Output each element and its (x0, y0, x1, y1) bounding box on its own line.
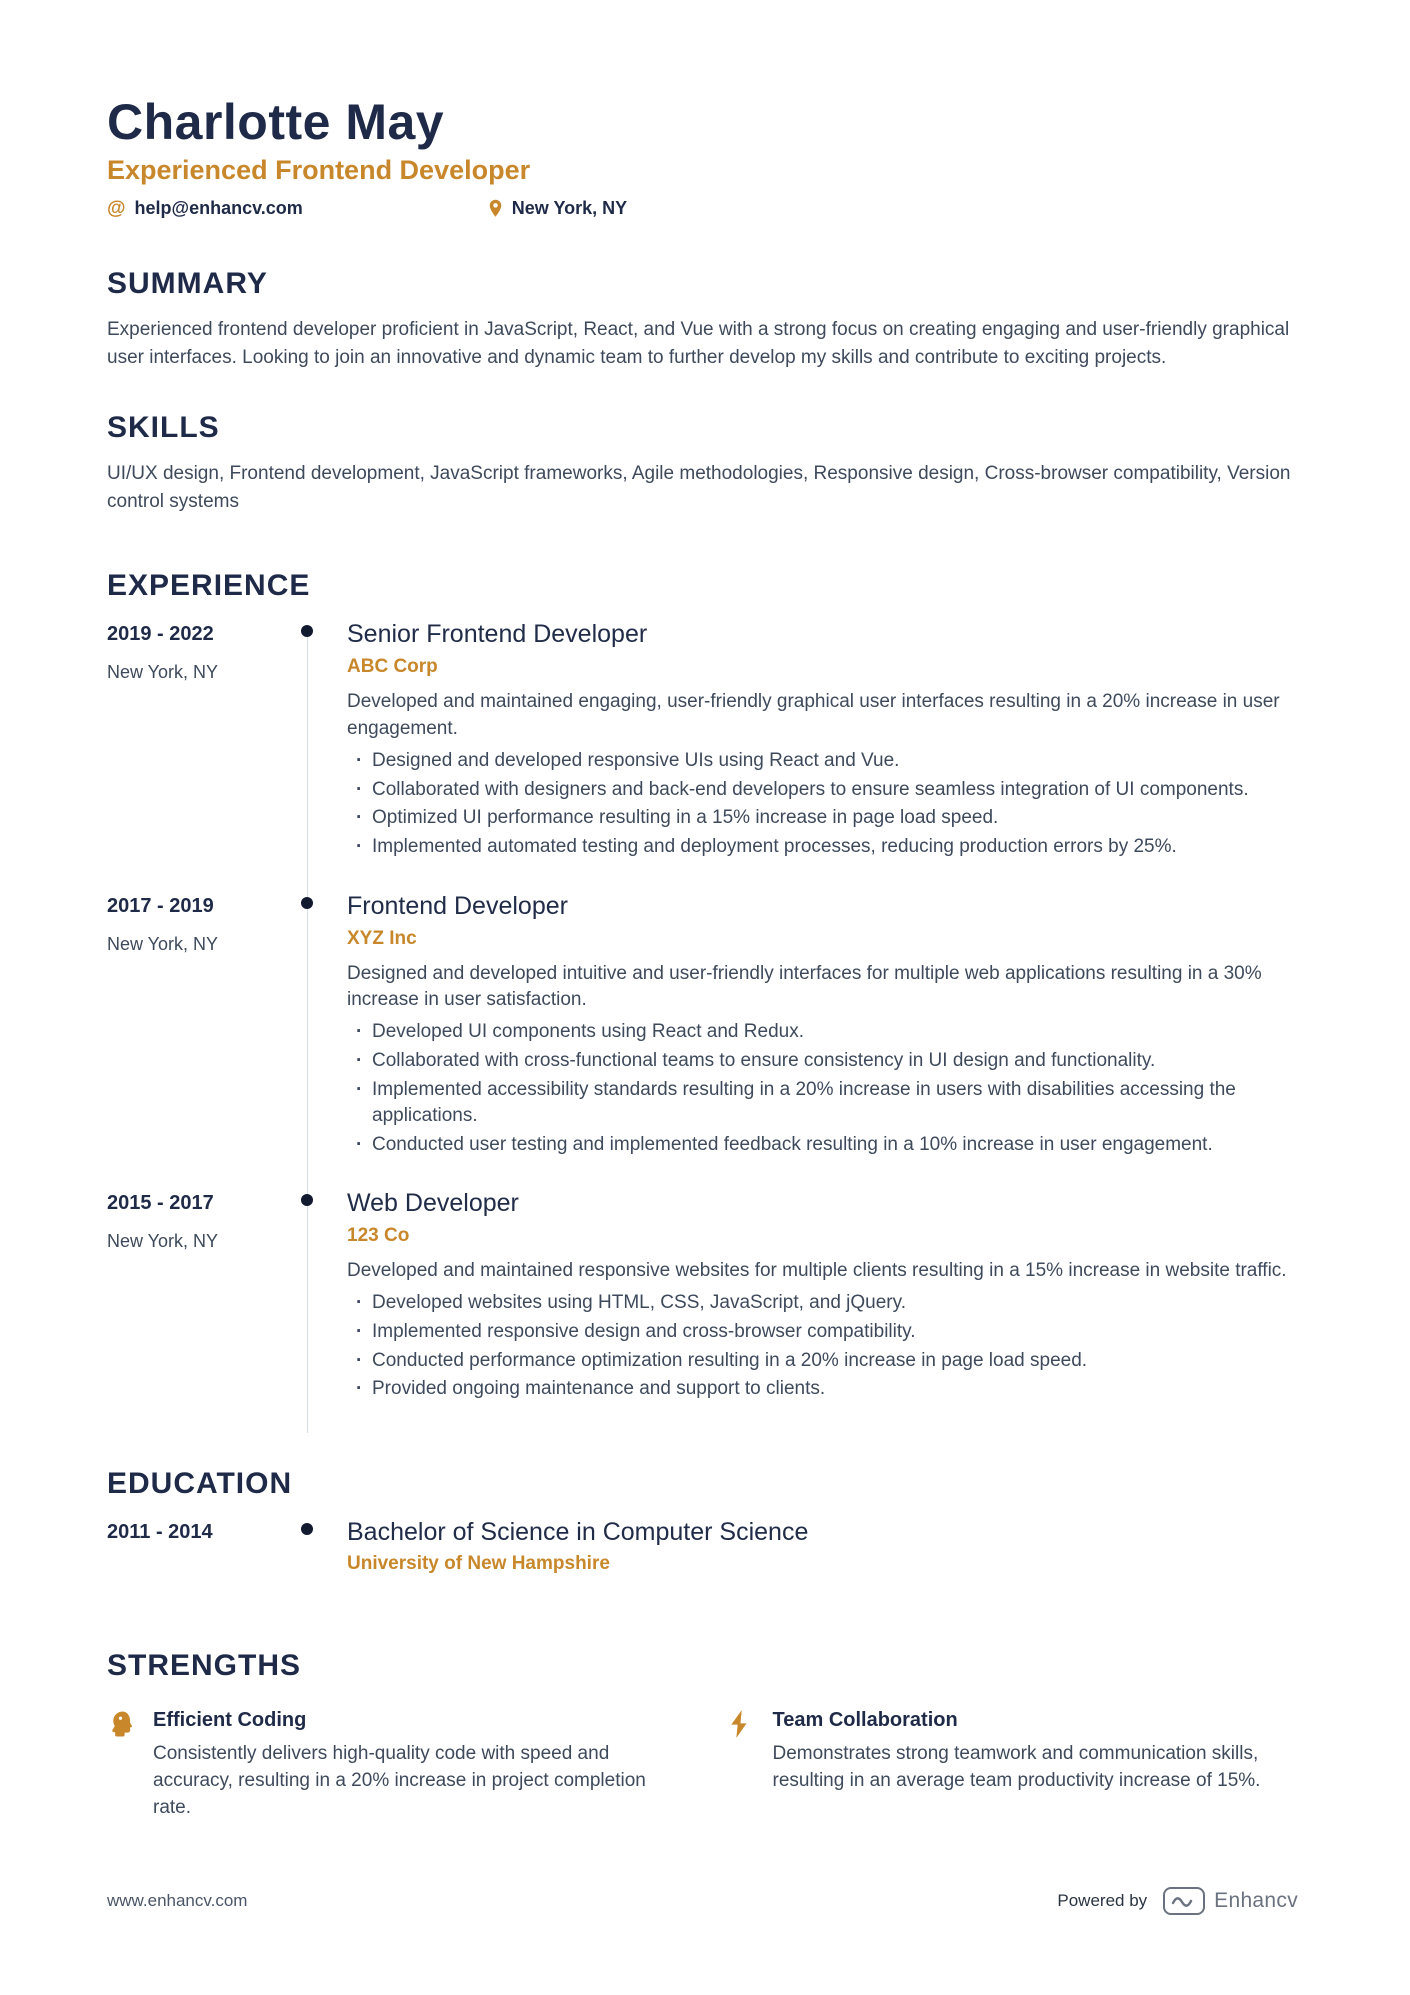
education-entry (107, 1517, 1298, 1605)
page-footer (107, 1887, 1298, 1915)
enhancv-logo[interactable] (1163, 1887, 1298, 1915)
person-name: Charlotte May (107, 94, 445, 150)
bullet-item: · Collaborated with designers and back-end developers to ensure seamless integration of UI components. (347, 777, 1298, 804)
timeline-rail (287, 891, 327, 1189)
timeline-dot (301, 1523, 313, 1535)
strengths-grid (107, 1709, 1298, 1822)
experience-entry (107, 1188, 1298, 1432)
entry-meta (107, 1188, 287, 1432)
entry-content (327, 891, 1298, 1189)
school-name: University of New Hampshire (347, 1552, 610, 1574)
summary-text: Experienced frontend developer proficient in JavaScript, React, and Vue with a strong focus on creating engaging and user-friendly graphical user interfaces. Looking to join an innovative and dynamic team to further develop my skills and contribute to exciting projects. (107, 319, 1290, 368)
job-description: Designed and developed intuitive and user-friendly interfaces for multiple web applications resulting in a 30% increase in user satisfaction. (347, 962, 1262, 1011)
at-icon (107, 199, 126, 218)
degree-title: Bachelor of Science in Computer Science (347, 1517, 809, 1546)
summary-heading: SUMMARY (107, 267, 268, 300)
strengths-section (107, 1649, 1298, 1822)
strength-body (153, 1709, 679, 1822)
education-section (107, 1467, 1298, 1605)
bullet-item: · Collaborated with cross-functional teams to ensure consistency in UI design and functionality. (347, 1048, 1298, 1075)
contact-location (488, 198, 627, 219)
entry-content (327, 1517, 1298, 1605)
enhancv-bird-icon (1163, 1887, 1205, 1915)
bullet-item: · Provided ongoing maintenance and support to clients. (347, 1376, 1298, 1403)
bullet-item: · Optimized UI performance resulting in a 15% increase in page load speed. (347, 805, 1298, 832)
summary-section (107, 267, 1298, 371)
bullet-item: · Conducted user testing and implemented feedback resulting in a 10% increase in user engagement. (347, 1132, 1298, 1159)
company-name: 123 Co (347, 1225, 410, 1247)
skills-text: UI/UX design, Frontend development, JavaScript frameworks, Agile methodologies, Responsive design, Cross-browser compatibility, Version control systems (107, 463, 1291, 512)
entry-location: New York, NY (107, 662, 219, 683)
bullet-item: · Implemented automated testing and deployment processes, reducing production errors by 25%. (347, 834, 1298, 861)
strength-text: Consistently delivers high-quality code with speed and accuracy, resulting in a 20% increase in project completion rate. (153, 1742, 646, 1818)
email-text[interactable]: help@enhancv.com (134, 198, 303, 218)
strength-title: Team Collaboration (772, 1708, 958, 1731)
bullet-item: · Designed and developed responsive UIs using React and Vue. (347, 748, 1298, 775)
contact-email[interactable] (107, 198, 303, 219)
strength-body (773, 1709, 1299, 1822)
brand-name: Enhancv (1214, 1889, 1298, 1912)
job-description: Developed and maintained responsive websites for multiple clients resulting in a 15% increase in website traffic. (347, 1260, 1287, 1282)
powered-by-label: Powered by (1057, 1891, 1148, 1910)
strength-text: Demonstrates strong teamwork and communication skills, resulting in an average team productivity increase of 15%. (772, 1742, 1261, 1791)
powered-by (1057, 1887, 1298, 1915)
entry-content (327, 1188, 1298, 1432)
experience-section (107, 569, 1298, 1433)
contact-row (107, 198, 1298, 219)
strength-item (107, 1709, 679, 1822)
location-text: New York, NY (511, 198, 628, 218)
entry-location: New York, NY (107, 933, 219, 954)
timeline-rail (287, 1188, 327, 1432)
job-title: Web Developer (347, 1189, 519, 1218)
bullet-item: · Conducted performance optimization resulting in a 20% increase in page load speed. (347, 1348, 1298, 1375)
entry-meta (107, 619, 287, 890)
entry-dates: 2015 - 2017 (107, 1192, 214, 1215)
bullet-item: · Implemented responsive design and cross-browser compatibility. (347, 1319, 1298, 1346)
entry-dates: 2011 - 2014 (107, 1520, 213, 1543)
strengths-heading: STRENGTHS (107, 1648, 302, 1682)
education-heading: EDUCATION (107, 1466, 293, 1500)
headline-title: Experienced Frontend Developer (107, 155, 531, 185)
company-name: ABC Corp (347, 656, 438, 678)
entry-content (327, 619, 1298, 890)
job-bullets (347, 1290, 1298, 1402)
entry-location: New York, NY (107, 1231, 219, 1252)
experience-entries (107, 619, 1298, 1433)
job-bullets (347, 1019, 1298, 1158)
experience-entry (107, 619, 1298, 890)
strength-item (727, 1709, 1299, 1822)
entry-meta (107, 891, 287, 1189)
bullet-item: · Implemented accessibility standards resulting in a 20% increase in users with disabilities accessing the applications. (347, 1077, 1298, 1130)
head-profile-icon (107, 1709, 137, 1739)
timeline-rail (287, 1517, 327, 1605)
entry-meta (107, 1517, 287, 1605)
location-pin-icon (488, 199, 503, 218)
entry-dates: 2019 - 2022 (107, 623, 214, 646)
bullet-item: · Developed websites using HTML, CSS, JavaScript, and jQuery. (347, 1290, 1298, 1317)
job-description: Developed and maintained engaging, user-friendly graphical user interfaces resulting in a 20% increase in user engagement. (347, 691, 1280, 740)
timeline-dot (301, 1194, 313, 1206)
job-bullets (347, 748, 1298, 860)
website-link[interactable]: www.enhancv.com (107, 1891, 248, 1910)
timeline-rail (287, 619, 327, 890)
timeline-dot (301, 897, 313, 909)
lightning-bolt-icon (727, 1709, 757, 1739)
skills-heading: SKILLS (107, 411, 220, 445)
education-entries (107, 1517, 1298, 1605)
skills-section (107, 411, 1298, 515)
strength-title: Efficient Coding (153, 1708, 307, 1731)
resume-header (107, 95, 1298, 219)
entry-dates: 2017 - 2019 (107, 894, 214, 917)
company-name: XYZ Inc (347, 927, 417, 949)
experience-heading: EXPERIENCE (107, 569, 311, 603)
timeline-dot (301, 625, 313, 637)
job-title: Senior Frontend Developer (347, 620, 648, 649)
job-title: Frontend Developer (347, 891, 568, 920)
experience-entry (107, 891, 1298, 1189)
bullet-item: · Developed UI components using React and Redux. (347, 1019, 1298, 1046)
